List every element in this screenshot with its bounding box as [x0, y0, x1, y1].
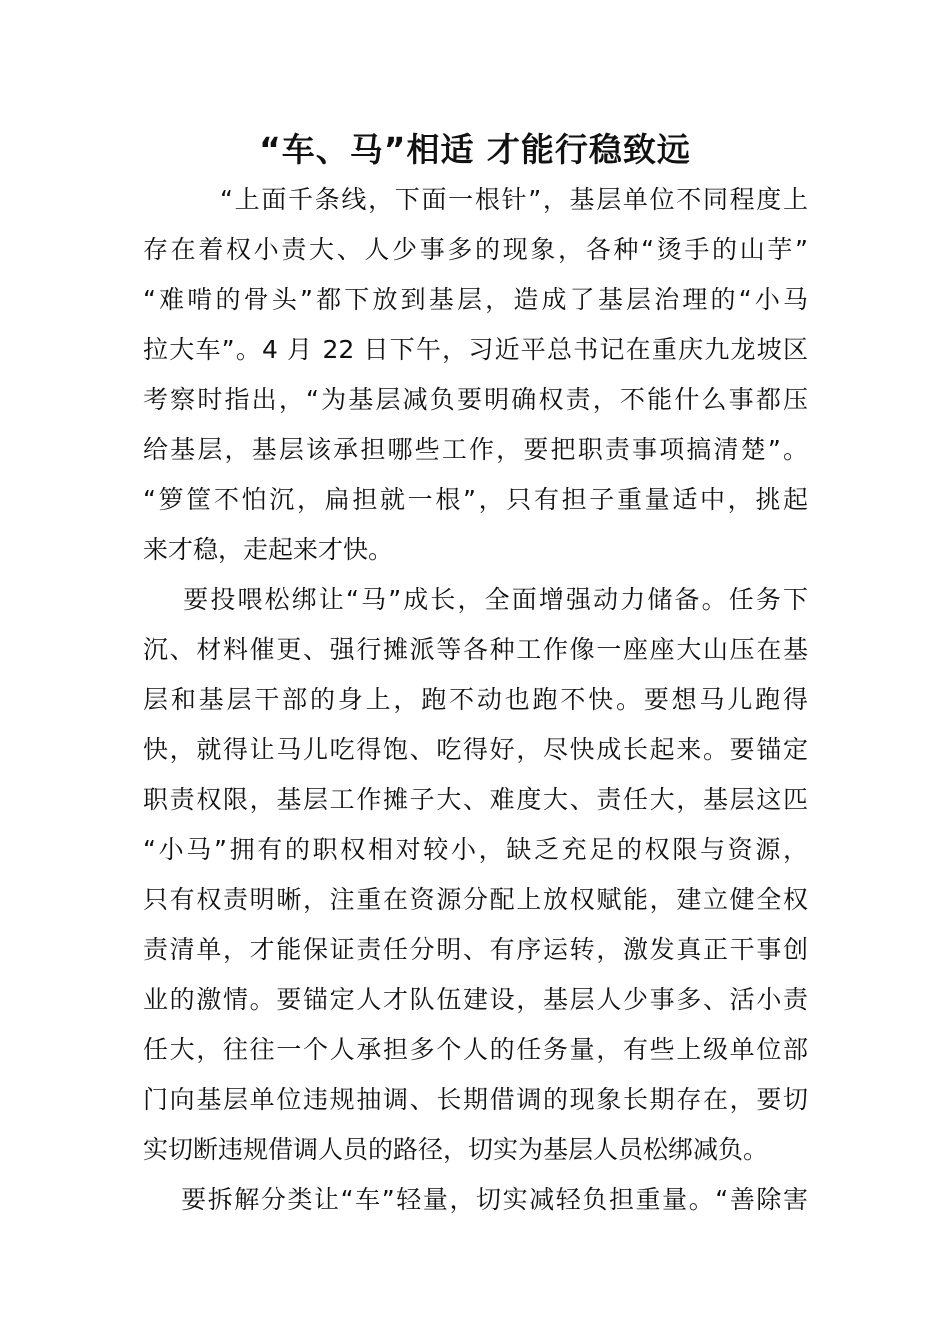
text-line: 沉、材料催更、强行摊派等各种工作像一座座大山压在基	[143, 635, 808, 664]
text-line: 存在着权小责大、人少事多的现象，各种“烫手的山芋”	[143, 235, 808, 264]
text-line: 给基层，基层该承担哪些工作，要把职责事项搞清楚”。	[143, 435, 808, 464]
text-line: 实切断违规借调人员的路径，切实为基层人员松绑减负。	[143, 1135, 769, 1164]
document-title: “车、马”相适 才能行稳致远	[259, 130, 691, 169]
text-line: 只有权责明晰，注重在资源分配上放权赋能，建立健全权	[143, 885, 808, 914]
text-line: 层和基层干部的身上，跑不动也跑不快。要想马儿跑得	[143, 685, 808, 714]
text-line: “上面千条线，下面一根针”，基层单位不同程度上	[143, 185, 808, 214]
text-line: 要投喂松绑让“马”成长，全面增强动力储备。任务下	[143, 585, 808, 614]
text-line: 职责权限，基层工作摊子大、难度大、责任大，基层这匹	[143, 785, 808, 814]
text-line: 责清单，才能保证责任分明、有序运转，激发真正干事创	[143, 935, 808, 964]
text-line: “难啃的骨头”都下放到基层，造成了基层治理的“小马	[143, 285, 808, 314]
text-line: 快，就得让马儿吃得饱、吃得好，尽快成长起来。要锚定	[143, 735, 808, 764]
text-line: 任大，往往一个人承担多个人的任务量，有些上级单位部	[143, 1035, 808, 1064]
text-line: 门向基层单位违规抽调、长期借调的现象长期存在，要切	[143, 1085, 808, 1114]
text-line: 要拆解分类让“车”轻量，切实减轻负担重量。“善除害	[143, 1185, 808, 1214]
text-line: 考察时指出，“为基层减负要明确权责，不能什么事都压	[143, 385, 808, 414]
text-line: “小马”拥有的职权相对较小，缺乏充足的权限与资源，	[143, 835, 808, 864]
text-line: 业的激情。要锚定人才队伍建设，基层人少事多、活小责	[143, 985, 808, 1014]
text-line: “箩筐不怕沉，扁担就一根”，只有担子重量适中，挑起	[143, 485, 808, 514]
text-line: 来才稳，走起来才快。	[143, 535, 394, 564]
text-line: 拉大车”。4 月 22 日下午，习近平总书记在重庆九龙坡区	[143, 335, 808, 364]
